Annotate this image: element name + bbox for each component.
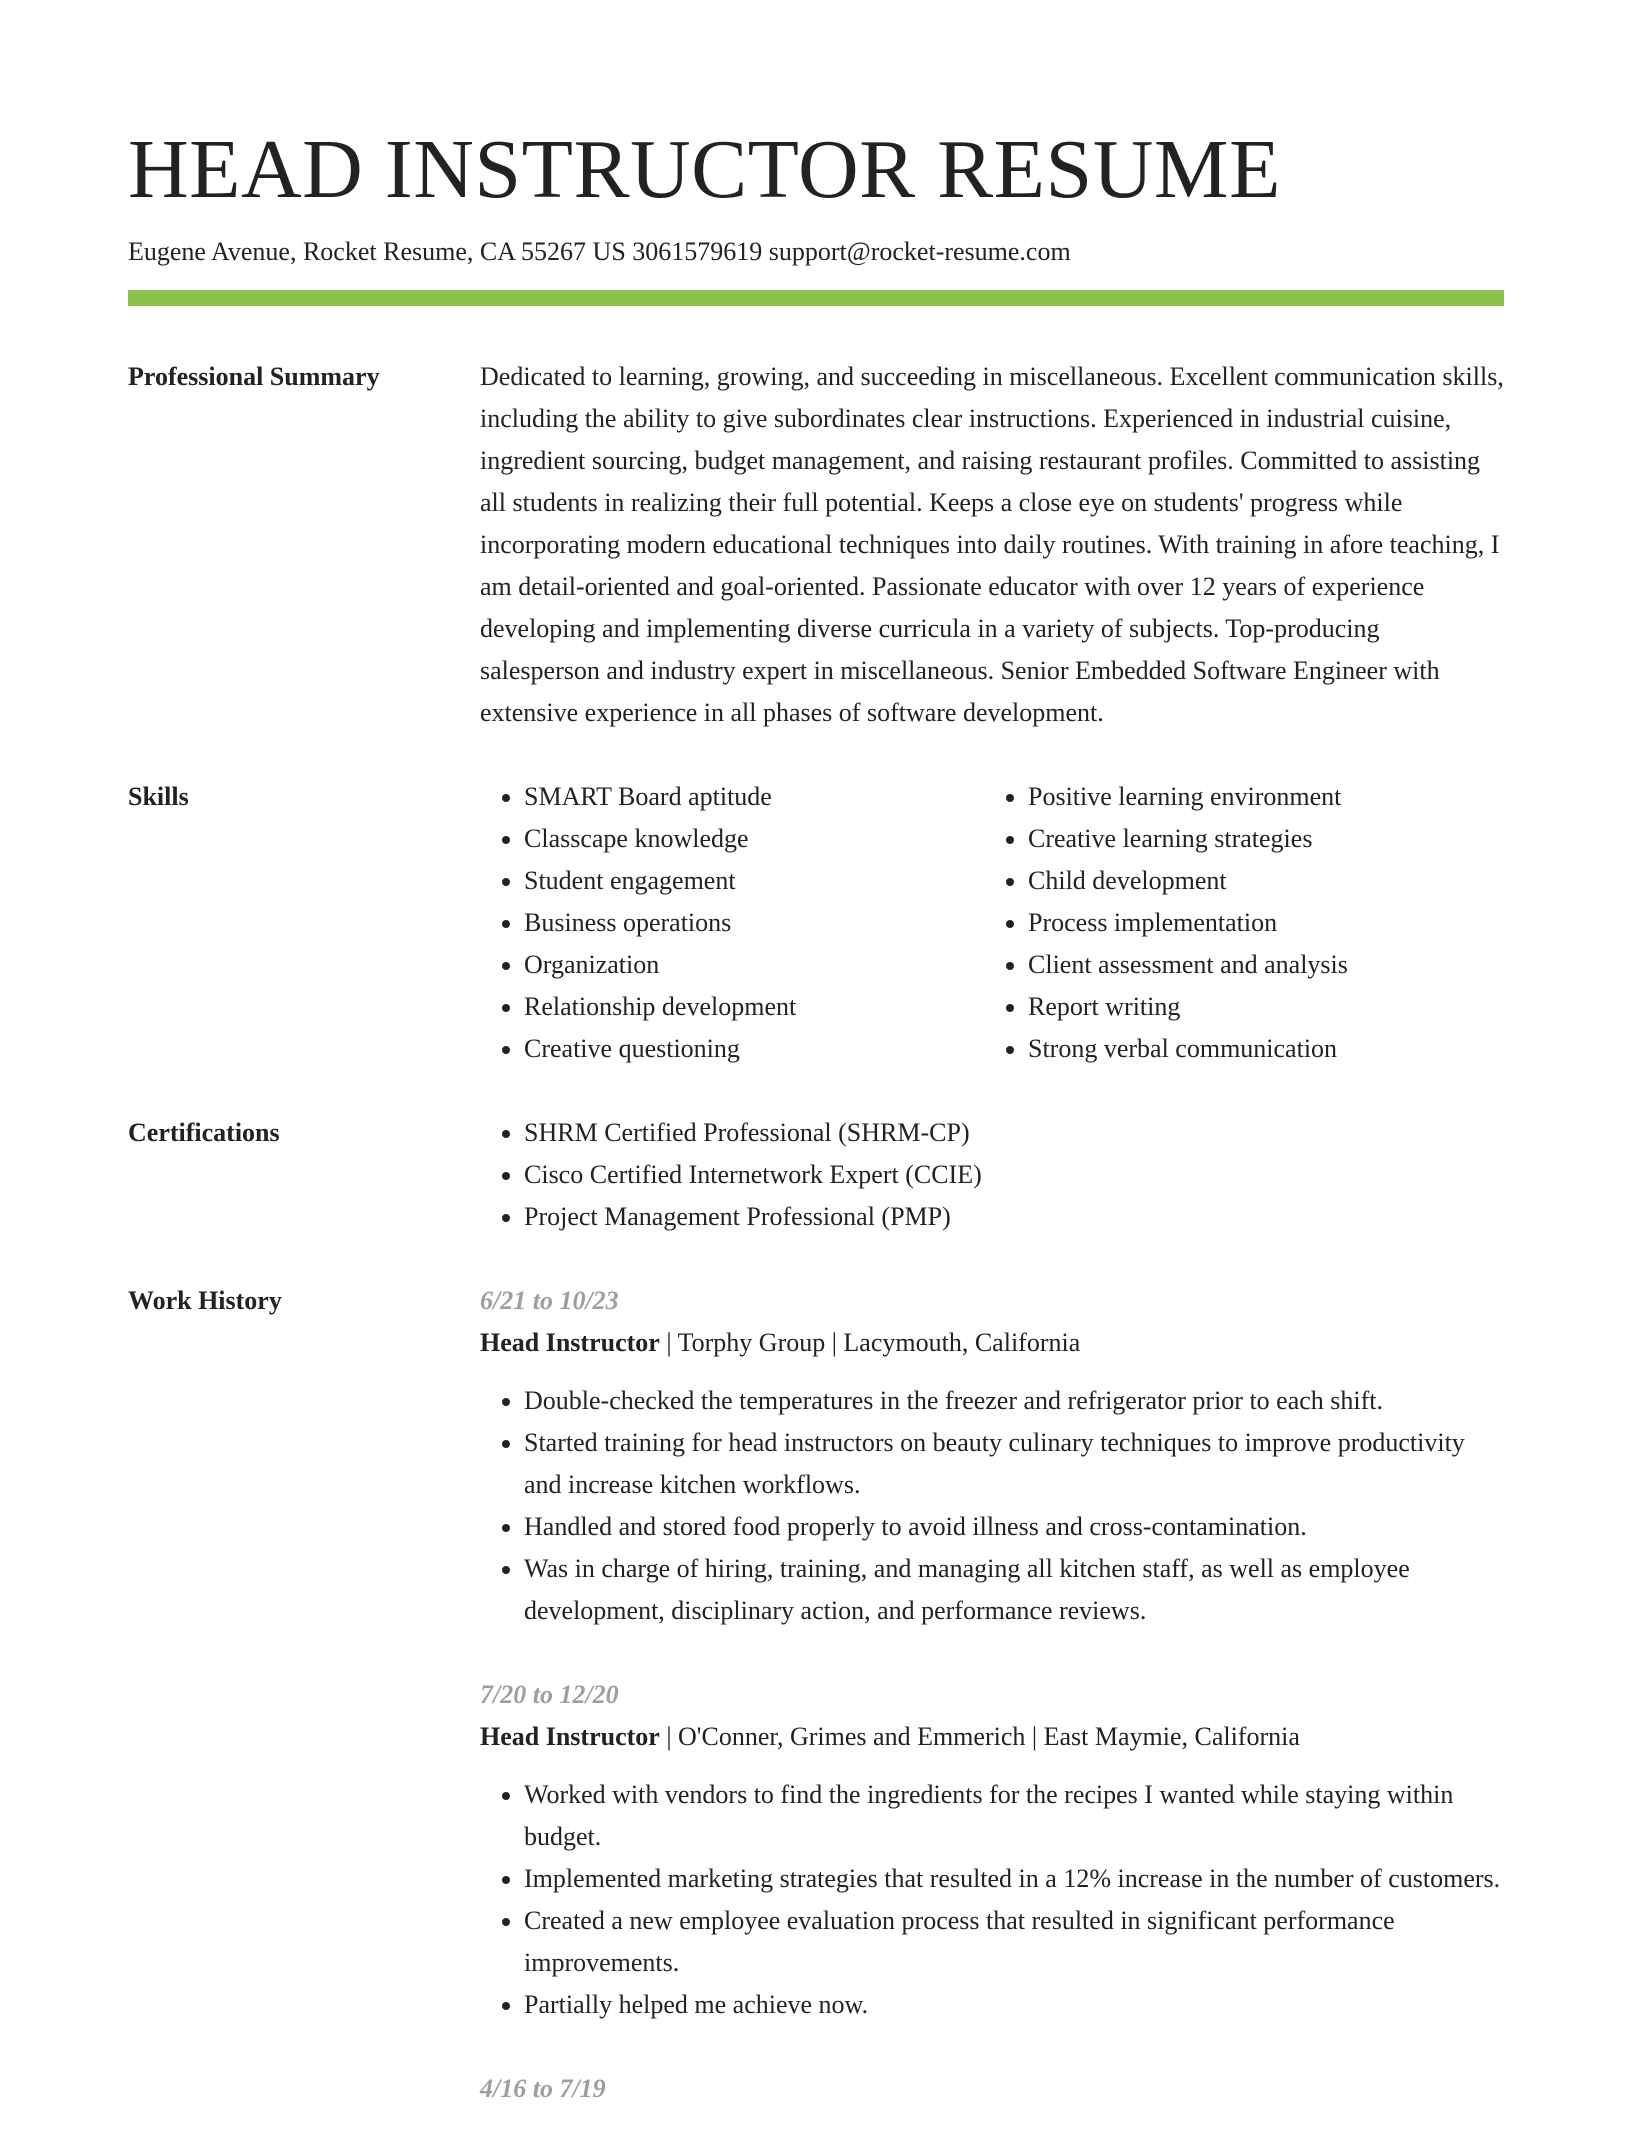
job-bullets: [480, 1380, 1504, 1632]
skills-list-right: [984, 776, 1488, 1070]
job-entry: [480, 2068, 1504, 2110]
job-bullet: • Double-checked the temperatures in the freezer and refrigerator prior to each shift.: [524, 1380, 1504, 1422]
skill-item: • Classcape knowledge: [524, 818, 984, 860]
section-skills: [128, 776, 1504, 1070]
job-details: | O'Conner, Grimes and Emmerich | East Maymie, California: [659, 1722, 1300, 1751]
section-title: Professional Summary: [128, 362, 380, 391]
job-title: Head Instructor: [480, 1722, 660, 1751]
section-title: Work History: [128, 1286, 282, 1315]
summary-text: Dedicated to learning, growing, and succeeding in miscellaneous. Excellent communication skills, including the ability to give subordinates clear instructions. Experienced in industrial cuisine, ingredient sourcing, budget management, and raising restaurant profiles. Committed to assisting all students in realizing their full potential. Keeps a close eye on students' progress while incorporating modern educational techniques into daily routines. With training in afore teaching, I am detail-oriented and goal-oriented. Passionate educator with over 12 years of experience developing and implementing diverse curricula in a variety of subjects. Top-producing salesperson and industry expert in miscellaneous. Senior Embedded Software Engineer with extensive experience in all phases of software development.: [480, 362, 1504, 727]
job-entry: [480, 1674, 1504, 2026]
skill-item: • Student engagement: [524, 860, 984, 902]
skill-item: • Organization: [524, 944, 984, 986]
job-bullet: • Worked with vendors to find the ingredients for the recipes I wanted while staying within budget.: [524, 1774, 1504, 1858]
resume-page: [128, 0, 1504, 2152]
job-bullet: • Created a new employee evaluation process that resulted in significant performance improvements.: [524, 1900, 1504, 1984]
section-professional-summary: [128, 356, 1504, 734]
job-bullet: • Handled and stored food properly to avoid illness and cross-contamination.: [524, 1506, 1504, 1548]
job-heading: [480, 1716, 1504, 1758]
certification-item: • Cisco Certified Internetwork Expert (CCIE): [524, 1154, 1504, 1196]
job-dates: 4/16 to 7/19: [480, 2074, 606, 2103]
skill-item: • Strong verbal communication: [1028, 1028, 1488, 1070]
section-title: Certifications: [128, 1118, 280, 1147]
accent-divider: [128, 290, 1504, 306]
job-bullet: • Was in charge of hiring, training, and managing all kitchen staff, as well as employee development, disciplinary action, and performance reviews.: [524, 1548, 1504, 1632]
skill-item: • Report writing: [1028, 986, 1488, 1028]
job-bullets: [480, 1774, 1504, 2026]
skill-item: • Creative questioning: [524, 1028, 984, 1070]
section-work-history: [128, 1280, 1504, 2152]
certification-item: • Project Management Professional (PMP): [524, 1196, 1504, 1238]
job-bullet: • Started training for head instructors on beauty culinary techniques to improve productivity and increase kitchen workflows.: [524, 1422, 1504, 1506]
certifications-list: [480, 1112, 1504, 1238]
job-title: Head Instructor: [480, 1328, 660, 1357]
job-entry: [480, 1280, 1504, 1632]
job-dates: 6/21 to 10/23: [480, 1286, 619, 1315]
skill-item: • Positive learning environment: [1028, 776, 1488, 818]
skills-list-left: [480, 776, 984, 1070]
contact-line: Eugene Avenue, Rocket Resume, CA 55267 US 3061579619 support@rocket-resume.com: [128, 237, 1071, 266]
section-certifications: [128, 1112, 1504, 1238]
skill-item: • Relationship development: [524, 986, 984, 1028]
skill-item: • Child development: [1028, 860, 1488, 902]
skill-item: • Process implementation: [1028, 902, 1488, 944]
skill-item: • Client assessment and analysis: [1028, 944, 1488, 986]
job-heading: [480, 1322, 1504, 1364]
skill-item: • Business operations: [524, 902, 984, 944]
job-bullet: • Partially helped me achieve now.: [524, 1984, 1504, 2026]
job-dates: 7/20 to 12/20: [480, 1680, 619, 1709]
skills-grid: [480, 776, 1504, 1070]
certification-item: • SHRM Certified Professional (SHRM-CP): [524, 1112, 1504, 1154]
skill-item: • SMART Board aptitude: [524, 776, 984, 818]
job-details: | Torphy Group | Lacymouth, California: [659, 1328, 1081, 1357]
job-bullet: • Implemented marketing strategies that resulted in a 12% increase in the number of customers.: [524, 1858, 1504, 1900]
resume-title: HEAD INSTRUCTOR RESUME: [128, 123, 1281, 216]
section-title: Skills: [128, 782, 189, 811]
skill-item: • Creative learning strategies: [1028, 818, 1488, 860]
